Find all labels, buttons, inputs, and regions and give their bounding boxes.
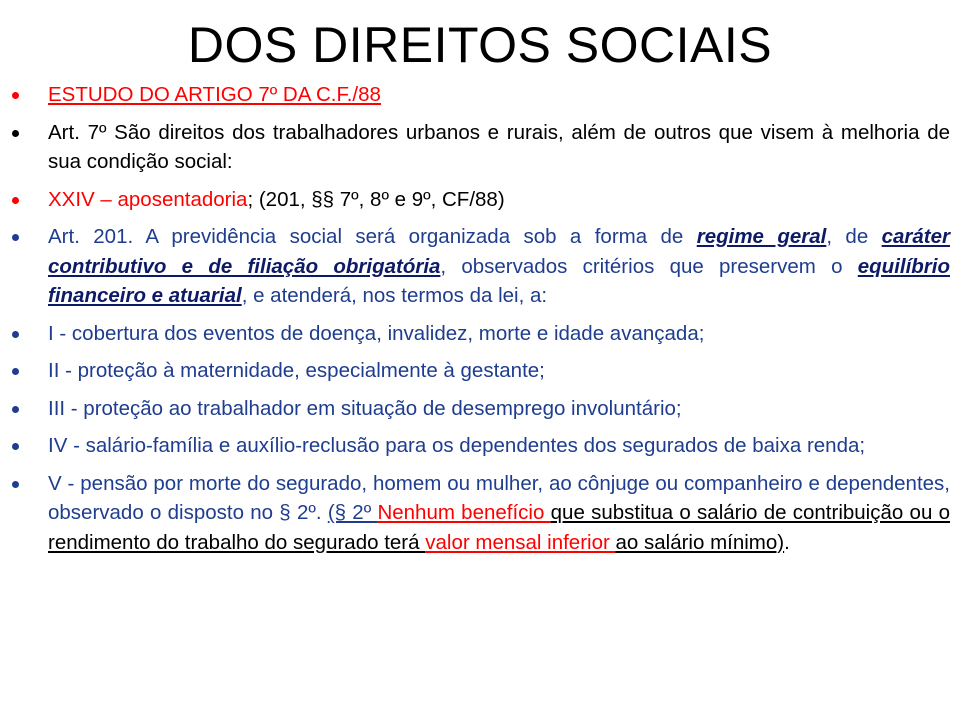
item-text: Art. 201. A previdência social será organizada sob a forma de (48, 225, 697, 248)
bullet-dot-icon (12, 197, 19, 204)
bullet-dot-icon (12, 130, 19, 137)
bullet-item-xxiv (10, 185, 950, 215)
item-text: III - proteção ao trabalhador em situação de desemprego involuntário; (48, 396, 682, 420)
bullet-dot-icon (12, 331, 19, 338)
emphasis-carater-contributivo: caráter contributivo e de filiação obrigatória (48, 225, 951, 278)
emphasis-regime-geral: regime geral (696, 225, 827, 248)
bullet-dot-icon (12, 481, 19, 488)
bullet-item-inciso-iii (10, 394, 950, 424)
note-highlight-nenhum: Nenhum benefício (377, 501, 551, 524)
item-text: Art. 7º São direitos dos trabalhadores urbanos e rurais, além de outros que visem à melhoria de sua condição social: (48, 120, 950, 173)
slide-title: DOS DIREITOS SOCIAIS (187, 17, 773, 73)
item-text: V - pensão por morte do segurado, homem ou mulher, ao cônjuge ou companheiro e dependentes, observado o disposto no § 2º. (48, 471, 950, 524)
bullet-item-inciso-ii (10, 356, 950, 386)
note-text: que substitua o salário de contribuição ou o rendimento do trabalho do segurado terá (48, 501, 951, 554)
bullet-dot-icon (12, 443, 19, 450)
item-text: , e atenderá, nos termos da lei, a: (241, 284, 548, 307)
note-open: (§ 2º (327, 501, 378, 524)
item-text: II - proteção à maternidade, especialmente à gestante; (48, 359, 545, 382)
bullet-list (10, 80, 950, 565)
bullet-item-estudo (10, 80, 950, 110)
bullet-dot-icon (12, 234, 19, 241)
bullet-dot-icon (12, 368, 19, 375)
bullet-item-inciso-iv (10, 431, 950, 461)
item-text: , observados critérios que preservem o (440, 254, 858, 278)
item-text-highlight: XXIV – aposentadoria (48, 187, 248, 211)
bullet-dot-icon (12, 92, 19, 99)
item-text: I - cobertura dos eventos de doença, invalidez, morte e idade avançada; (48, 321, 705, 345)
bullet-dot-icon (12, 406, 19, 413)
bullet-item-art201 (10, 222, 950, 311)
bullet-item-inciso-v (10, 469, 950, 558)
emphasis-equilibrio: equilíbrio financeiro e atuarial (48, 254, 950, 307)
bullet-item-inciso-i (10, 319, 950, 349)
item-text: IV - salário-família e auxílio-reclusão para os dependentes dos segurados de baixa renda; (48, 434, 866, 457)
item-text: ESTUDO DO ARTIGO 7º DA C.F./88 (48, 83, 381, 106)
note-period: . (784, 530, 790, 554)
item-text: ; (201, §§ 7º, 8º e 9º, CF/88) (247, 187, 505, 211)
bullet-item-art7 (10, 118, 950, 177)
note-highlight-valor: valor mensal inferior (425, 530, 616, 554)
item-text: , de (826, 225, 882, 248)
note-text-end: ao salário mínimo) (615, 530, 785, 554)
